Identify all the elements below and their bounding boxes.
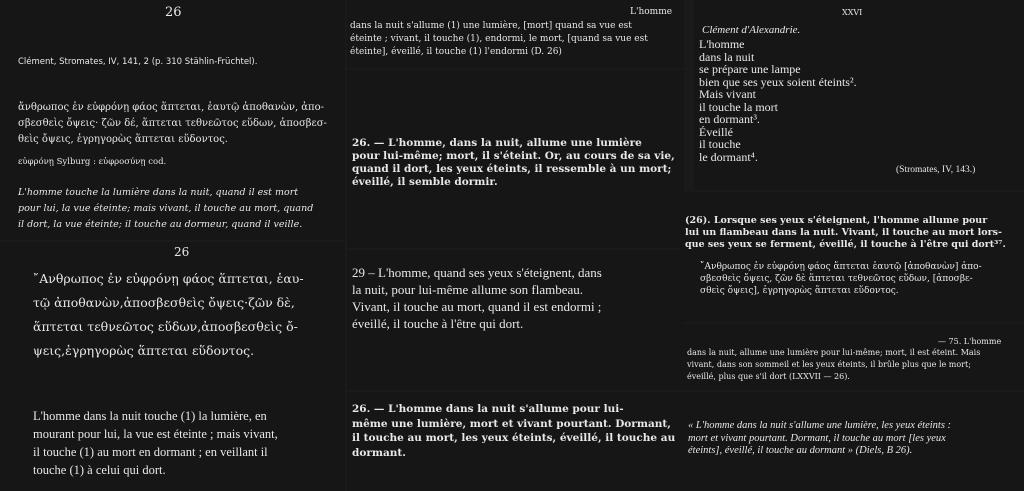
source-reference: Clément, Stromates, IV, 141, 2 (p. 310 Stählin-Früchtel). — [18, 57, 258, 67]
translation: (26). Lorsque ses yeux s'éteignent, l'homme allume pour lui un flambeau dans la nuit. Vivant, il touche au mort lors- que ses yeux se ferment, éveillé, il touche à l'être qui dort³⁷. — [685, 215, 1006, 250]
translation: 26. — L'homme dans la nuit s'allume pour lui- même une lumière, mort et vivant pourtant. Dormant, il touche au mort, les yeux éteints, éveillé, il touche au dormant. — [352, 403, 676, 459]
author-name: Clément d'Alexandrie. — [702, 24, 801, 36]
translation: L'homme touche la lumière dans la nuit, quand il est mort pour lui, la vue éteinte; mais vivant, il touche au mort, quand il dort, la vue éteinte; il touche au dormeur, quand il veille. — [18, 187, 314, 230]
header-text: — 75. L'homme — [938, 337, 1002, 346]
translation: « L'homme dans la nuit s'allume une lumière, les yeux éteints : mort et vivant pourtant. Dormant, il touche au mort [les yeux éteints], éveillé, il touche au dormant » (Diels, B 26). — [688, 420, 952, 456]
source-reference: (Stromates, IV, 143.) — [896, 165, 976, 175]
section-number: 26 — [174, 245, 190, 259]
greek-text: ῎Ανθρωπος ἐν εὐφρόνῃ φάος ἅπτεται, ἑαυ- τῷ ἀποθανὼν,ἀποσβεσθεὶς ὄψεις·ζῶν δὲ, ἅπτεται τεθνεῶτος εὕδων,ἀποσβεσθεὶς ὄ- ψεις,ἐγρηγορὼς ἅπτεται εὕδοντος. — [33, 271, 304, 358]
poem-text: L'homme dans la nuit se prépare une lampe bien que ses yeux soient éteints². Mais vivant il touche la mort en dormant³. Éveillé il touche le dormant⁴. — [699, 37, 857, 164]
excerpt-panel-h — [680, 192, 1024, 322]
header-text: XXVI — [842, 8, 863, 17]
translation: 26. — L'homme, dans la nuit, allume une lumière pour lui-même; mort, il s'éteint. Or, au cours de sa vie, quand il dort, les yeux éteints, il ressemble à un mort; éveillé, il semble dormir. — [352, 137, 675, 188]
translation: dans la nuit s'allume (1) une lumière, [mort] quand sa vue est éteinte ; vivant, il touche (1), endormi, le mort, [quand sa vue est éteinte], éveillé, il touche (1) l'endormi (D. 26) — [350, 21, 648, 57]
excerpt-panel-f — [347, 392, 684, 491]
excerpt-panel-j — [680, 392, 1024, 491]
excerpt-panel-d — [347, 70, 684, 248]
excerpt-panel-a — [0, 0, 345, 240]
greek-text: ἄνθρωπος ἐν εὐφρόνῃ φάος ἅπτεται, ἑαυτῷ ἀποθανὼν, ἀπο- σβεσθεὶς ὄψεις· ζῶν δέ, ἅπτεται τεθνεῶτος εὕδων, ἀποσβεσ- θεὶς ὄψεις, ἐγρηγορὼς ἅπτεται εὕδοντος. — [18, 102, 327, 145]
greek-text: ῎Ανθρωπος ἐν εὐφρόνῃ φάος ἅπτεται ἑαυτῷ [ἀποθανὼν] ἀπο- σβεσθεὶς ὄψεις, ζῶν δὲ ἅπτεται τεθνεῶτος εὕδων, [ἀποσβε- σθεὶς ὄψεις], ἐγρηγορὼς ἅπτεται εὕδοντος. — [700, 262, 982, 296]
excerpt-panel-b — [0, 242, 345, 491]
translation: L'homme dans la nuit touche (1) la lumière, en mourant pour lui, la vue est éteinte ; mais vivant, il touche (1) au mort en dormant ; en veillant il touche (1) à celui qui dort. — [33, 409, 278, 477]
section-number: 26 — [165, 5, 182, 20]
apparatus-note: εὐφρόνῃ Sylburg : εὐφροσύνῃ cod. — [18, 157, 167, 167]
excerpt-panel-e — [347, 250, 684, 390]
excerpt-panel-g — [694, 0, 1024, 190]
excerpt-panel-i — [680, 324, 1024, 390]
translation: 29 – L'homme, quand ses yeux s'éteignent, dans la nuit, pour lui-même allume son flambeau. Vivant, il touche au mort, quand il est endormi ; éveillé, il touche à l'être qui dort. — [352, 265, 602, 331]
translation: dans la nuit, allume une lumière pour lui-même; mort, il est éteint. Mais vivant, dans son sommeil et les yeux éteints, il brûle plus que le mort; éveillé, plus que s'il dort (LXXVII — 26). — [687, 348, 981, 381]
header-text: L'homme — [630, 7, 673, 17]
excerpt-panel-c — [347, 0, 684, 68]
